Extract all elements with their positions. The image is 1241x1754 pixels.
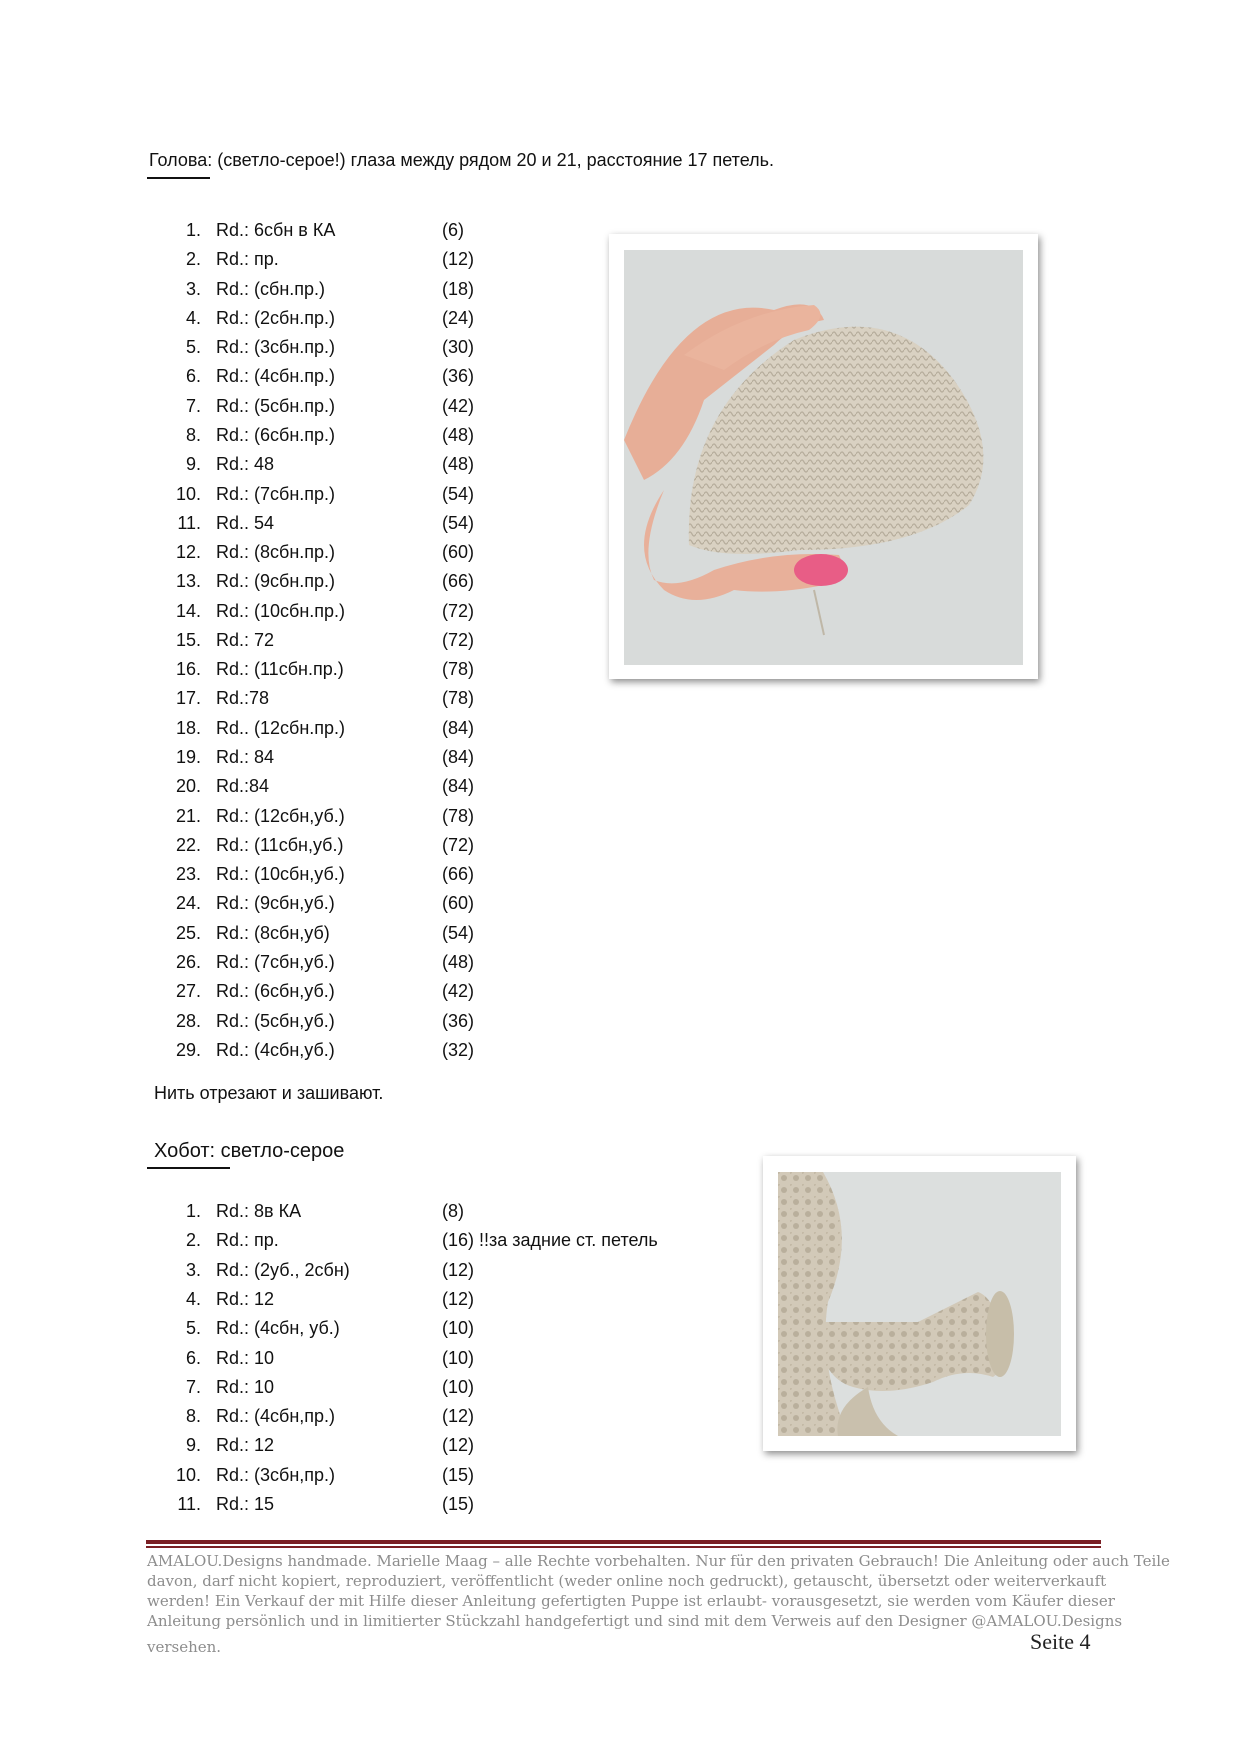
row-instruction: Rd.: (3сбн.пр.): [216, 337, 336, 358]
row-number: 5.: [185, 1318, 201, 1339]
row-instruction: Rd.: (8сбн,уб): [216, 922, 330, 943]
row-instruction: Rd.: 15: [216, 1494, 275, 1514]
row-instruction: Rd.: 6сбн в КА: [216, 220, 336, 240]
row-number: 26.: [175, 952, 201, 972]
legal-line: davon, darf nicht kopiert, reproduziert, veröffentlicht (weder online noch gedruckt), getauscht, übersetzt oder weiterverkauft: [147, 1572, 1107, 1590]
row-instruction: Rd.: 10: [216, 1376, 275, 1397]
row-number: 17.: [175, 688, 201, 709]
row-number: 15.: [175, 629, 201, 650]
row-number: 18.: [175, 717, 201, 738]
row-stitch-count: (12): [442, 1435, 475, 1456]
row-stitch-count: (36): [442, 366, 475, 387]
row-stitch-count: (66): [442, 571, 475, 592]
head-heading: [149, 150, 774, 171]
crocheted-head-illustration: [624, 250, 1023, 665]
row-instruction: Rd.: (6сбн.пр.): [216, 424, 336, 445]
row-number: 24.: [175, 893, 201, 914]
row-number: 3.: [185, 1259, 201, 1280]
row-number: 25.: [175, 922, 201, 943]
row-number: 13.: [175, 571, 201, 592]
row-instruction: Rd.: пр.: [216, 1230, 279, 1251]
row-stitch-count: (78): [442, 659, 475, 680]
row-stitch-count: (30): [442, 337, 475, 358]
row-number: 1.: [185, 220, 201, 240]
legal-line: Anleitung persönlich und in limitierter Stückzahl handgefertigt und sind mit dem Verweis auf den Designer @AMALOU.Designs: [147, 1612, 1123, 1630]
row-number: 6.: [185, 366, 201, 387]
row-instruction: Rd.: (4сбн,пр.): [216, 1406, 336, 1427]
row-instruction: Rd.: 12: [216, 1288, 275, 1309]
row-instruction: Rd.: (6сбн,уб.): [216, 981, 335, 1002]
row-instruction: Rd.: (4сбн,уб.): [216, 1039, 335, 1060]
row-stitch-count: (60): [442, 542, 475, 563]
row-instruction: Rd.: 72: [216, 629, 275, 650]
row-stitch-count: (66): [442, 864, 475, 885]
row-instruction: Rd.: (9сбн,уб.): [216, 893, 335, 914]
row-stitch-count: (60): [442, 893, 475, 914]
row-number: 16.: [175, 659, 201, 680]
row-stitch-count: (12): [442, 1406, 475, 1427]
row-number: 2.: [185, 1230, 201, 1251]
row-number: 22.: [175, 834, 201, 855]
row-number: 23.: [175, 864, 201, 885]
row-instruction: Rd.: (сбн.пр.): [216, 278, 326, 299]
row-stitch-count: (48): [442, 454, 475, 475]
row-stitch-count: (84): [442, 747, 475, 768]
row-stitch-count: (16) !!за задние ст. петель: [442, 1230, 658, 1251]
row-stitch-count: (48): [442, 952, 475, 972]
row-number: 4.: [185, 307, 201, 328]
row-instruction: Rd.: (2сбн.пр.): [216, 307, 336, 328]
row-stitch-count: (42): [442, 395, 475, 416]
row-stitch-count: (12): [442, 1259, 475, 1280]
row-instruction: Rd.: 12: [216, 1435, 275, 1456]
head-subtitle: (светло-серое!) глаза между рядом 20 и 21, расстояние 17 петель.: [212, 150, 774, 170]
row-number: 7.: [185, 1376, 201, 1397]
row-number: 28.: [175, 1010, 201, 1031]
row-number: 11.: [177, 512, 201, 533]
row-stitch-count: (54): [442, 483, 475, 504]
row-instruction: Rd.: 8в КА: [216, 1201, 302, 1221]
row-instruction: Rd.: (10сбн,уб.): [216, 864, 345, 885]
row-number: 9.: [185, 1435, 201, 1456]
footer-rule-thin: [146, 1546, 1101, 1548]
row-stitch-count: (15): [442, 1464, 475, 1485]
row-instruction: Rd.:84: [216, 776, 270, 797]
legal-line: AMALOU.Designs handmade. Marielle Maag – alle Rechte vorbehalten. Nur für den privaten Gebrauch! Die Anleitung oder auch Teile: [147, 1552, 1170, 1570]
row-stitch-count: (24): [442, 307, 475, 328]
row-instruction: Rd.: (5сбн.пр.): [216, 395, 336, 416]
row-stitch-count: (6): [442, 220, 464, 240]
row-instruction: Rd.: (12сбн,уб.): [216, 805, 345, 826]
row-stitch-count: (84): [442, 717, 475, 738]
row-number: 6.: [185, 1347, 201, 1368]
row-instruction: Rd.: (4сбн, уб.): [216, 1318, 340, 1339]
row-stitch-count: (78): [442, 688, 475, 709]
crocheted-trunk-illustration: [778, 1172, 1061, 1436]
row-instruction: Rd.: 84: [216, 747, 275, 768]
head-closing-note: Нить отрезают и зашивают.: [154, 1083, 384, 1103]
row-instruction: Rd.: (5сбн,уб.): [216, 1010, 335, 1031]
row-number: 8.: [185, 1406, 201, 1427]
row-number: 10.: [175, 483, 201, 504]
row-stitch-count: (84): [442, 776, 475, 797]
row-instruction: Rd.: 48: [216, 454, 275, 475]
row-number: 8.: [185, 424, 201, 445]
page-number: Seite 4: [1030, 1629, 1091, 1654]
row-number: 19.: [175, 747, 201, 768]
row-instruction: Rd.. 54: [216, 512, 275, 533]
head-photo: [609, 234, 1038, 679]
row-instruction: Rd.: (3сбн,пр.): [216, 1464, 336, 1485]
row-stitch-count: (54): [442, 922, 475, 943]
trunk-title-underline: [147, 1167, 230, 1169]
row-instruction: Rd.: (7сбн.пр.): [216, 483, 336, 504]
row-number: 21.: [175, 805, 201, 826]
row-number: 7.: [185, 395, 201, 416]
row-stitch-count: (8): [442, 1201, 464, 1221]
row-instruction: Rd.: (10сбн.пр.): [216, 600, 346, 621]
trunk-photo-image: [778, 1172, 1061, 1436]
row-stitch-count: (72): [442, 629, 475, 650]
footer-rule: [146, 1540, 1101, 1544]
row-instruction: Rd.: (4сбн.пр.): [216, 366, 336, 387]
row-number: 9.: [185, 454, 201, 475]
row-stitch-count: (10): [442, 1318, 475, 1339]
row-stitch-count: (72): [442, 834, 475, 855]
trunk-title: Хобот: светло-серое: [154, 1140, 345, 1162]
row-instruction: Rd.: (7сбн,уб.): [216, 952, 335, 972]
row-stitch-count: (48): [442, 424, 475, 445]
row-number: 2.: [185, 249, 201, 270]
row-instruction: Rd.: 10: [216, 1347, 275, 1368]
row-stitch-count: (10): [442, 1376, 475, 1397]
footer-copyright-notice: [147, 1551, 1170, 1657]
row-stitch-count: (12): [442, 1288, 475, 1309]
row-instruction: Rd.: (9сбн.пр.): [216, 571, 336, 592]
row-instruction: Rd.: пр.: [216, 249, 279, 270]
row-stitch-count: (12): [442, 249, 475, 270]
row-stitch-count: (42): [442, 981, 475, 1002]
row-number: 12.: [175, 542, 201, 563]
row-stitch-count: (10): [442, 1347, 475, 1368]
row-stitch-count: (18): [442, 278, 475, 299]
row-instruction: Rd.: (2уб., 2сбн): [216, 1259, 350, 1280]
row-stitch-count: (36): [442, 1010, 475, 1031]
trunk-photo: [763, 1156, 1076, 1451]
row-instruction: Rd.: (8сбн.пр.): [216, 542, 336, 563]
row-number: 27.: [175, 981, 201, 1002]
legal-line: werden! Ein Verkauf der mit Hilfe dieser Anleitung gefertigten Puppe ist erlaubt- vorausgesetzt, sie werden vom Käufer dieser: [147, 1592, 1115, 1610]
row-stitch-count: (72): [442, 600, 475, 621]
head-title: Голова:: [149, 150, 213, 170]
row-instruction: Rd.: (11сбн.пр.): [216, 659, 344, 680]
head-photo-image: [624, 250, 1023, 665]
row-instruction: Rd.: (11сбн,уб.): [216, 834, 344, 855]
row-number: 1.: [185, 1201, 201, 1221]
row-number: 4.: [185, 1288, 201, 1309]
row-number: 10.: [175, 1464, 201, 1485]
row-instruction: Rd.:78: [216, 688, 270, 709]
row-number: 20.: [175, 776, 201, 797]
row-stitch-count: (54): [442, 512, 475, 533]
row-instruction: Rd.. (12сбн.пр.): [216, 717, 346, 738]
row-stitch-count: (78): [442, 805, 475, 826]
row-number: 29.: [175, 1039, 201, 1060]
row-stitch-count: (32): [442, 1039, 475, 1060]
row-number: 5.: [185, 337, 201, 358]
head-title-underline: [147, 177, 210, 179]
row-stitch-count: (15): [442, 1494, 475, 1514]
legal-line: versehen.: [147, 1638, 222, 1656]
row-number: 14.: [175, 600, 201, 621]
row-number: 3.: [185, 278, 201, 299]
row-number: 11.: [177, 1494, 201, 1514]
